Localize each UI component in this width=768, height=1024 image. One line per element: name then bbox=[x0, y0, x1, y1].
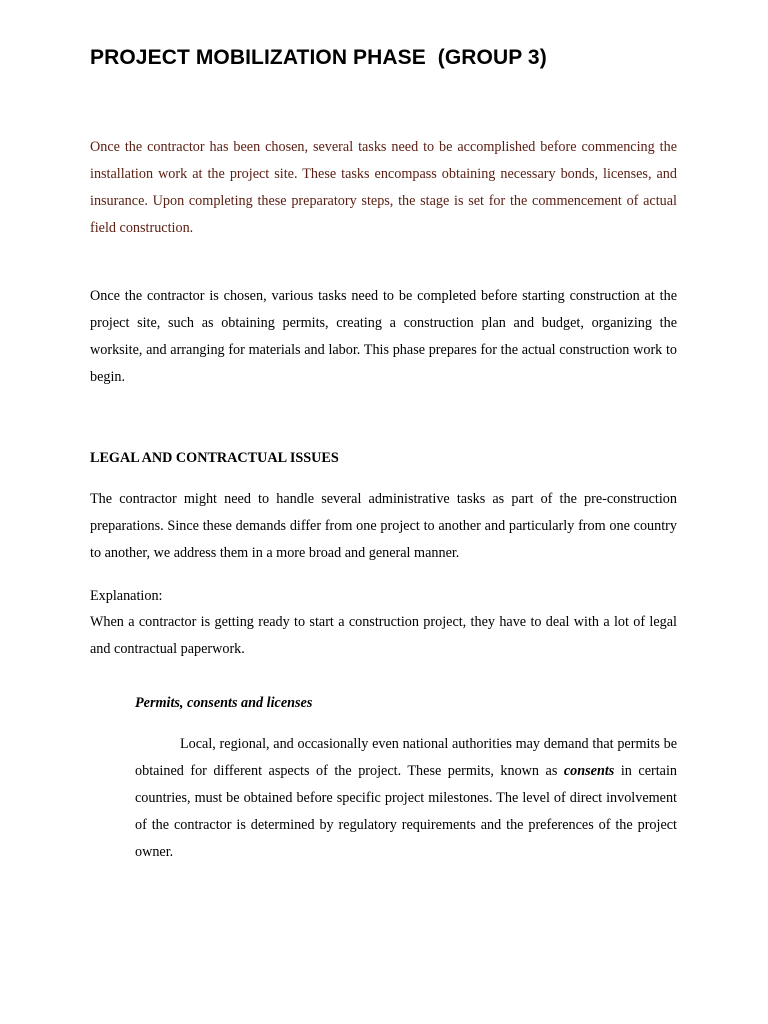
subsection-paragraph-part1: Local, regional, and occasionally even national authorities may demand that permits be obtained for different aspects of the project. These permits, known as bbox=[135, 736, 677, 779]
explanation-label: Explanation: bbox=[90, 588, 163, 604]
section-heading: LEGAL AND CONTRACTUAL ISSUES bbox=[90, 450, 339, 466]
consents-emphasis: consents bbox=[563, 763, 615, 779]
second-paragraph: Once the contractor is chosen, various tasks need to be completed before starting construction at the project site, such as obtaining permits, creating a construction plan and budget, organizing the worksite, and arranging for materials and labor. This phase prepares for the actual construction work to begin. bbox=[90, 288, 677, 385]
intro-paragraph: Once the contractor has been chosen, several tasks need to be accomplished before commencing the installation work at the project site. These tasks encompass obtaining necessary bonds, licenses, and insurance. Upon completing these preparatory steps, the stage is set for the commencement of actual field construction. bbox=[90, 139, 677, 236]
subsection-paragraph-part2: in certain countries, must be obtained before specific project milestones. The level of direct involvement of the contractor is determined by regulatory requirements and the preferences of the project owner. bbox=[135, 763, 677, 860]
section-paragraph: The contractor might need to handle several administrative tasks as part of the pre-construction preparations. Since these demands differ from one project to another and particularly from one country to another, we address them in a more broad and general manner. bbox=[90, 491, 677, 561]
page-title: PROJECT MOBILIZATION PHASE (GROUP 3) bbox=[90, 46, 547, 69]
explanation-text: When a contractor is getting ready to start a construction project, they have to deal with a lot of legal and contractual paperwork. bbox=[90, 614, 677, 657]
subsection-paragraph bbox=[135, 731, 677, 866]
subsection-heading: Permits, consents and licenses bbox=[135, 695, 313, 711]
